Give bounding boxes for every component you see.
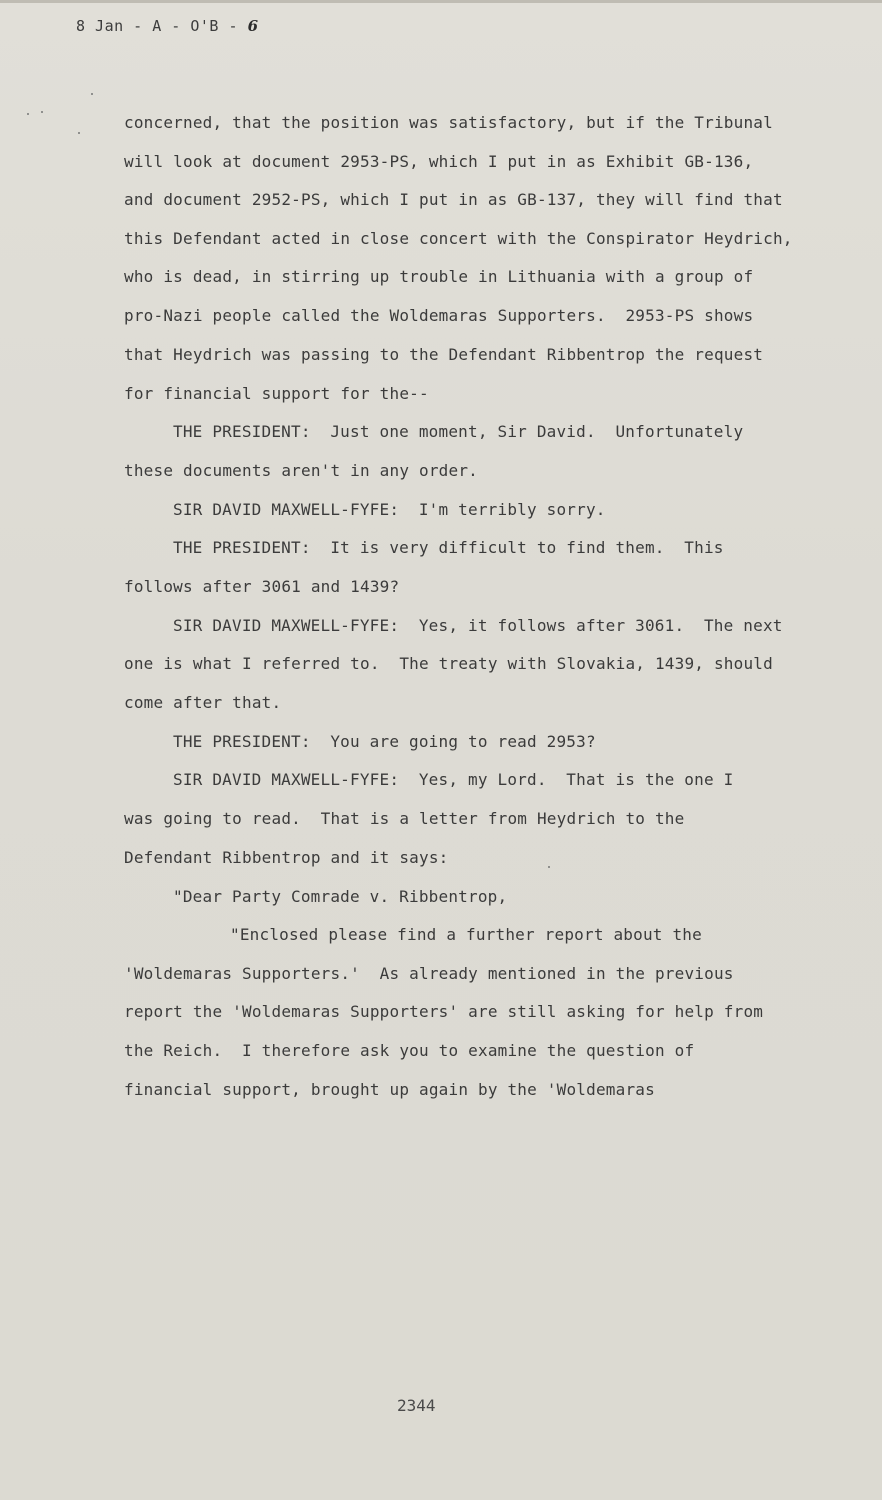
speaker-line: SIR DAVID MAXWELL-FYFE: Yes, it follows after 3061. The next	[173, 616, 783, 635]
paper-speck	[78, 132, 80, 134]
text-line: follows after 3061 and 1439?	[124, 577, 400, 596]
quote-line: "Enclosed please find a further report about the	[230, 925, 702, 944]
text-line: who is dead, in stirring up trouble in Lithuania with a group of	[124, 267, 754, 286]
text-line: this Defendant acted in close concert with the Conspirator Heydrich,	[124, 229, 793, 248]
text-line: that Heydrich was passing to the Defendant Ribbentrop the request	[124, 345, 764, 364]
text-line: and document 2952-PS, which I put in as GB-137, they will find that	[124, 190, 783, 209]
page-header	[76, 17, 259, 35]
paper-speck	[548, 866, 550, 868]
text-line: these documents aren't in any order.	[124, 461, 478, 480]
text-line: concerned, that the position was satisfactory, but if the Tribunal	[124, 113, 773, 132]
page-number: 2344	[397, 1396, 436, 1415]
speaker-line: SIR DAVID MAXWELL-FYFE: I'm terribly sorry.	[173, 500, 606, 519]
text-line: pro-Nazi people called the Woldemaras Supporters. 2953-PS shows	[124, 306, 754, 325]
page-top-edge	[0, 0, 882, 3]
paper-speck	[41, 111, 43, 113]
speaker-line: THE PRESIDENT: Just one moment, Sir David. Unfortunately	[173, 422, 744, 441]
paper-speck	[91, 93, 93, 95]
text-line: for financial support for the--	[124, 384, 429, 403]
text-line: one is what I referred to. The treaty with Slovakia, 1439, should	[124, 654, 773, 673]
speaker-line: THE PRESIDENT: It is very difficult to find them. This	[173, 538, 724, 557]
quote-line: financial support, brought up again by the 'Woldemaras	[124, 1080, 655, 1099]
quote-line: the Reich. I therefore ask you to examine the question of	[124, 1041, 695, 1060]
speaker-line: THE PRESIDENT: You are going to read 2953?	[173, 732, 596, 751]
text-line: Defendant Ribbentrop and it says:	[124, 848, 449, 867]
text-line: come after that.	[124, 693, 282, 712]
paper-speck	[27, 113, 29, 115]
quote-line: 'Woldemaras Supporters.' As already mentioned in the previous	[124, 964, 734, 983]
quote-line: "Dear Party Comrade v. Ribbentrop,	[173, 887, 508, 906]
text-line: will look at document 2953-PS, which I put in as Exhibit GB-136,	[124, 152, 754, 171]
speaker-line: SIR DAVID MAXWELL-FYFE: Yes, my Lord. That is the one I	[173, 770, 734, 789]
header-reference: 8 Jan - A - O'B -	[76, 17, 248, 35]
quote-line: report the 'Woldemaras Supporters' are still asking for help from	[124, 1002, 764, 1021]
text-line: was going to read. That is a letter from Heydrich to the	[124, 809, 685, 828]
handwritten-page-mark: 6	[247, 17, 259, 35]
